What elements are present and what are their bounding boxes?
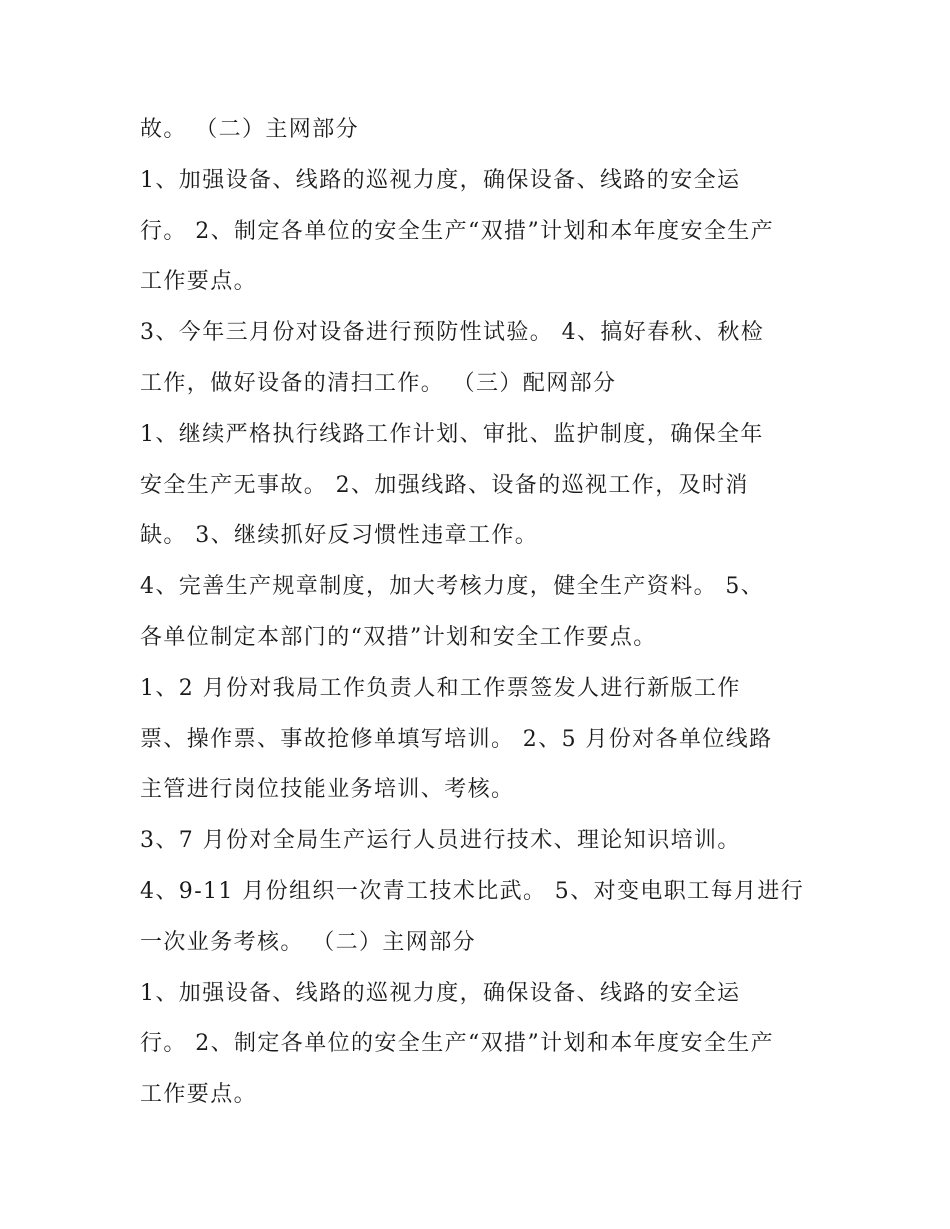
- text-line: 缺。 3、继续抓好反习惯性违章工作。: [140, 523, 539, 549]
- document-body: [140, 105, 830, 1121]
- text-line: 3、今年三月份对设备进行预防性试验。 4、搞好春秋、秋检: [140, 320, 765, 346]
- text-line: 行。 2、制定各单位的安全生产“双措”计划和本年度安全生产: [140, 218, 775, 244]
- text-line: 票、操作票、事故抢修单填写培训。 2、5 月份对各单位线路: [140, 726, 773, 752]
- text-line: 1、加强设备、线路的巡视力度，确保设备、线路的安全运: [140, 167, 741, 193]
- text-line: 1、加强设备、线路的巡视力度，确保设备、线路的安全运: [140, 980, 741, 1006]
- text-line: 一次业务考核。 （二）主网部分: [140, 929, 476, 955]
- text-line: 行。 2、制定各单位的安全生产“双措”计划和本年度安全生产: [140, 1031, 775, 1057]
- text-line: 各单位制定本部门的“双措”计划和安全工作要点。: [140, 624, 657, 650]
- text-line: 3、7 月份对全局生产运行人员进行技术、理论知识培训。: [140, 828, 741, 854]
- text-line: 4、9-11 月份组织一次青工技术比武。 5、对变电职工每月进行: [140, 878, 805, 904]
- text-line: 主管进行岗位技能业务培训、考核。: [140, 777, 515, 803]
- text-line: 工作，做好设备的清扫工作。 （三）配网部分: [140, 370, 617, 396]
- text-line: 安全生产无事故。 2、加强线路、设备的巡视工作，及时消: [140, 472, 749, 498]
- text-line: 工作要点。: [140, 269, 258, 295]
- text-line: 1、继续严格执行线路工作计划、审批、监护制度，确保全年: [140, 421, 764, 447]
- text-line: 工作要点。: [140, 1082, 258, 1108]
- text-line: 1、2 月份对我局工作负责人和工作票签发人进行新版工作: [140, 675, 741, 701]
- text-line: 故。 （二）主网部分: [140, 117, 359, 142]
- text-line: 4、完善生产规章制度，加大考核力度，健全生产资料。 5、: [140, 574, 765, 600]
